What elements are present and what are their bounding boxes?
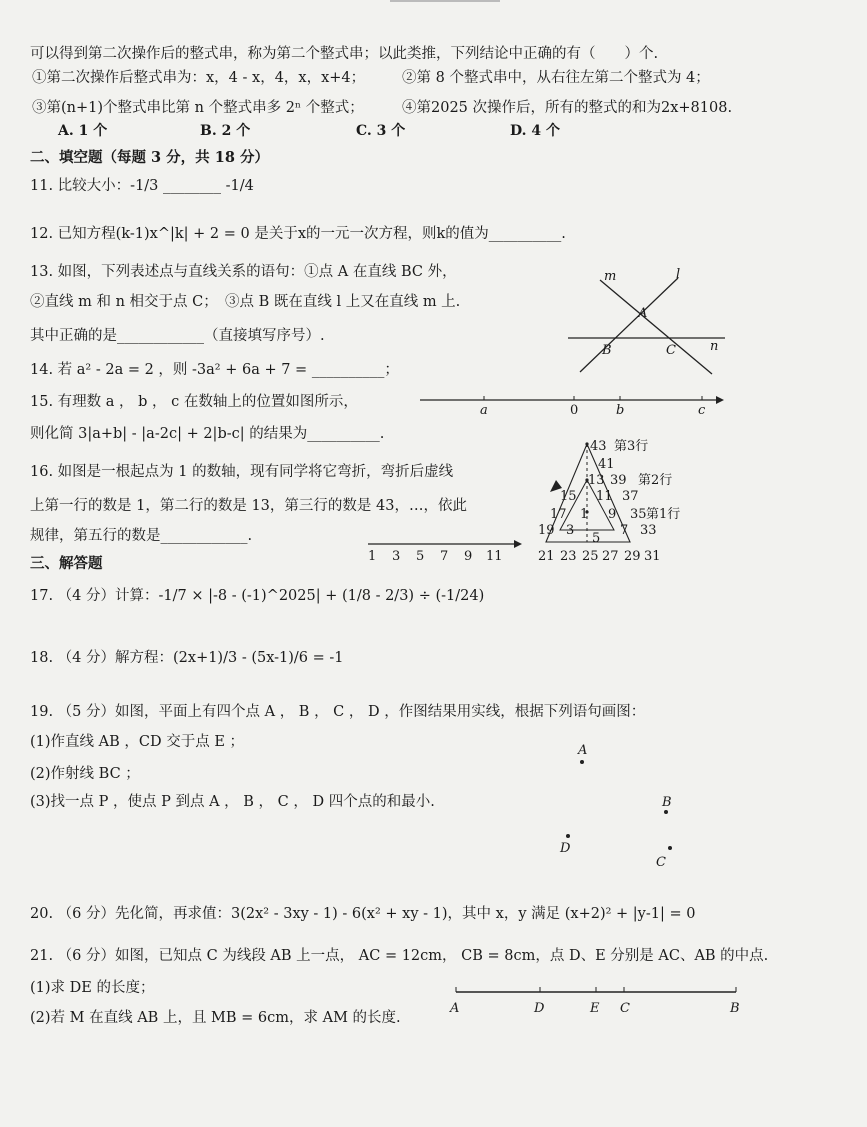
axis-label: 5: [416, 549, 425, 564]
num-17: 17: [550, 507, 567, 522]
num-bottom: 27: [602, 549, 619, 564]
label-c: c: [698, 403, 706, 418]
label-c: C: [656, 855, 666, 870]
q16-line-2: 上第一行的数是 1，第二行的数是 13，第三行的数是 43，…，依此: [30, 498, 467, 514]
choice-c: C. 3 个: [356, 123, 406, 139]
label-a: a: [480, 403, 488, 418]
label-b: B: [602, 343, 612, 358]
dot: [585, 442, 588, 445]
axis-label: 11: [486, 549, 503, 564]
axis-label: 1: [368, 549, 377, 564]
q13-figure: [560, 262, 730, 382]
label-b: B: [730, 1001, 740, 1016]
q21-line-0: 21. （6 分）如图，已知点 C 为线段 AB 上一点， AC = 12cm， CB = 8cm，点 D、E 分别是 AC、AB 的中点.: [30, 948, 769, 964]
num-bottom: 23: [560, 549, 577, 564]
num-33: 33: [640, 523, 657, 538]
label-c: C: [620, 1001, 630, 1016]
num-bottom: 21: [538, 549, 555, 564]
num-bottom: 25: [582, 549, 599, 564]
row-3-label: 第3行: [614, 439, 649, 454]
label-l: l: [676, 267, 681, 282]
num-15: 15: [560, 489, 577, 504]
scan-edge-mark: [390, 0, 500, 2]
choice-b: B. 2 个: [200, 123, 251, 139]
num-bottom: 31: [644, 549, 661, 564]
q13-line-2: ②直线 m 和 n 相交于点 C； ③点 B 既在直线 l 上又在直线 m 上.: [30, 294, 461, 310]
q10-statement-3: ③第(n+1)个整式串比第 n 个整式串多 2ⁿ 个整式；: [32, 100, 364, 116]
q19-line-0: 19. （5 分）如图，平面上有四个点 A ， B ， C ， D ，作图结果用实线，根据下列语句画图：: [30, 704, 646, 720]
axis-label: 9: [464, 549, 473, 564]
q16-axis: [366, 536, 526, 566]
q10-intro-tail: 可以得到第二次操作后的整式串，称为第二个整式串；以此类推，下列结论中正确的有（ ）个.: [30, 46, 659, 62]
q21-line-2: (2)若 M 在直线 AB 上，且 MB = 6cm，求 AM 的长度.: [30, 1010, 401, 1026]
num-37: 37: [622, 489, 639, 504]
line-m: [600, 280, 712, 374]
q12: 12. 已知方程(k-1)x^|k| + 2 = 0 是关于x的一元一次方程，则k的值为__________.: [30, 226, 566, 242]
label-b: b: [616, 403, 625, 418]
axis-label: 7: [440, 549, 449, 564]
q10-statement-1: ①第二次操作后整式串为：x，4 - x，4，x，x+4；: [32, 70, 366, 86]
num-3: 3: [566, 523, 575, 538]
point-d: [566, 834, 570, 838]
num-9: 9: [608, 507, 617, 522]
q18: 18. （4 分）解方程：(2x+1)/3 - (5x-1)/6 = -1: [30, 650, 344, 666]
label-a: A: [578, 743, 588, 758]
q17: 17. （4 分）计算：-1/7 × |-8 - (-1)^2025| + (1/8 - 2/3) ÷ (-1/24): [30, 588, 485, 604]
point-a: [580, 760, 584, 764]
label-a: A: [450, 1001, 460, 1016]
num-1: 1: [580, 507, 589, 522]
label-e: E: [590, 1001, 600, 1016]
q15-number-line: [416, 388, 726, 422]
label-b: B: [662, 795, 672, 810]
line-l: [580, 278, 678, 372]
q13-line-1: 13. 如图，下列表述点与直线关系的语句：①点 A 在直线 BC 外，: [30, 264, 457, 280]
q19-line-3: (3)找一点 P ，使点 P 到点 A ， B ， C ， D 四个点的和最小.: [30, 794, 435, 810]
row-2-label: 第2行: [638, 473, 673, 488]
q15-line-1: 15. 有理数 a ， b ， c 在数轴上的位置如图所示，: [30, 394, 358, 410]
label-a: A: [638, 306, 648, 321]
axis-arrow: [716, 396, 724, 404]
q16-triangle-figure: [530, 430, 690, 570]
outer-triangle: [546, 444, 630, 542]
label-m: m: [604, 269, 617, 284]
q10-statement-2: ②第 8 个整式串中，从右往左第二个整式为 4；: [402, 70, 710, 86]
num-7: 7: [620, 523, 629, 538]
axis-arrow: [514, 540, 522, 548]
num-5: 5: [592, 531, 601, 546]
q11: 11. 比较大小：-1/3 ________ -1/4: [30, 178, 254, 194]
section-2-title: 二、填空题（每题 3 分，共 18 分）: [30, 149, 269, 166]
q21-segment-figure: [448, 982, 748, 1022]
num-41: 41: [598, 457, 615, 472]
q19-points-figure: [548, 736, 688, 876]
num-11: 11: [596, 489, 613, 504]
q10-statement-4: ④第2025 次操作后，所有的整式的和为2x+8108.: [402, 100, 733, 116]
num-43: 43: [590, 439, 607, 454]
q16-line-3: 规律，第五行的数是____________.: [30, 528, 253, 544]
q19-line-2: (2)作射线 BC ；: [30, 766, 140, 782]
point-b: [664, 810, 668, 814]
axis-label: 3: [392, 549, 401, 564]
num-35: 35: [630, 507, 647, 522]
q20: 20. （6 分）先化简，再求值：3(2x² - 3xy - 1) - 6(x² + xy - 1)，其中 x，y 满足 (x+2)² + |y-1| = 0: [30, 906, 696, 922]
label-zero: 0: [570, 403, 579, 418]
label-d: D: [560, 841, 571, 856]
row-1-label: 第1行: [646, 507, 681, 522]
choice-d: D. 4 个: [510, 123, 561, 139]
num-13: 13: [588, 473, 605, 488]
q13-line-3: 其中正确的是____________（直接填写序号）.: [30, 328, 325, 344]
label-n: n: [710, 339, 719, 354]
section-3-title: 三、解答题: [30, 555, 103, 572]
label-d: D: [534, 1001, 545, 1016]
num-19: 19: [538, 523, 555, 538]
num-39: 39: [610, 473, 627, 488]
q14: 14. 若 a² - 2a = 2 ，则 -3a² + 6a + 7 = __________；: [30, 362, 399, 378]
num-bottom: 29: [624, 549, 641, 564]
q15-line-2: 则化简 3|a+b| - |a-2c| + 2|b-c| 的结果为__________.: [30, 426, 385, 442]
choice-a: A. 1 个: [58, 123, 108, 139]
q21-line-1: (1)求 DE 的长度；: [30, 980, 155, 996]
q19-line-1: (1)作直线 AB ，CD 交于点 E ；: [30, 734, 245, 750]
q16-line-1: 16. 如图是一根起点为 1 的数轴，现有同学将它弯折，弯折后虚线: [30, 464, 454, 480]
label-c: C: [666, 343, 676, 358]
point-c: [668, 846, 672, 850]
